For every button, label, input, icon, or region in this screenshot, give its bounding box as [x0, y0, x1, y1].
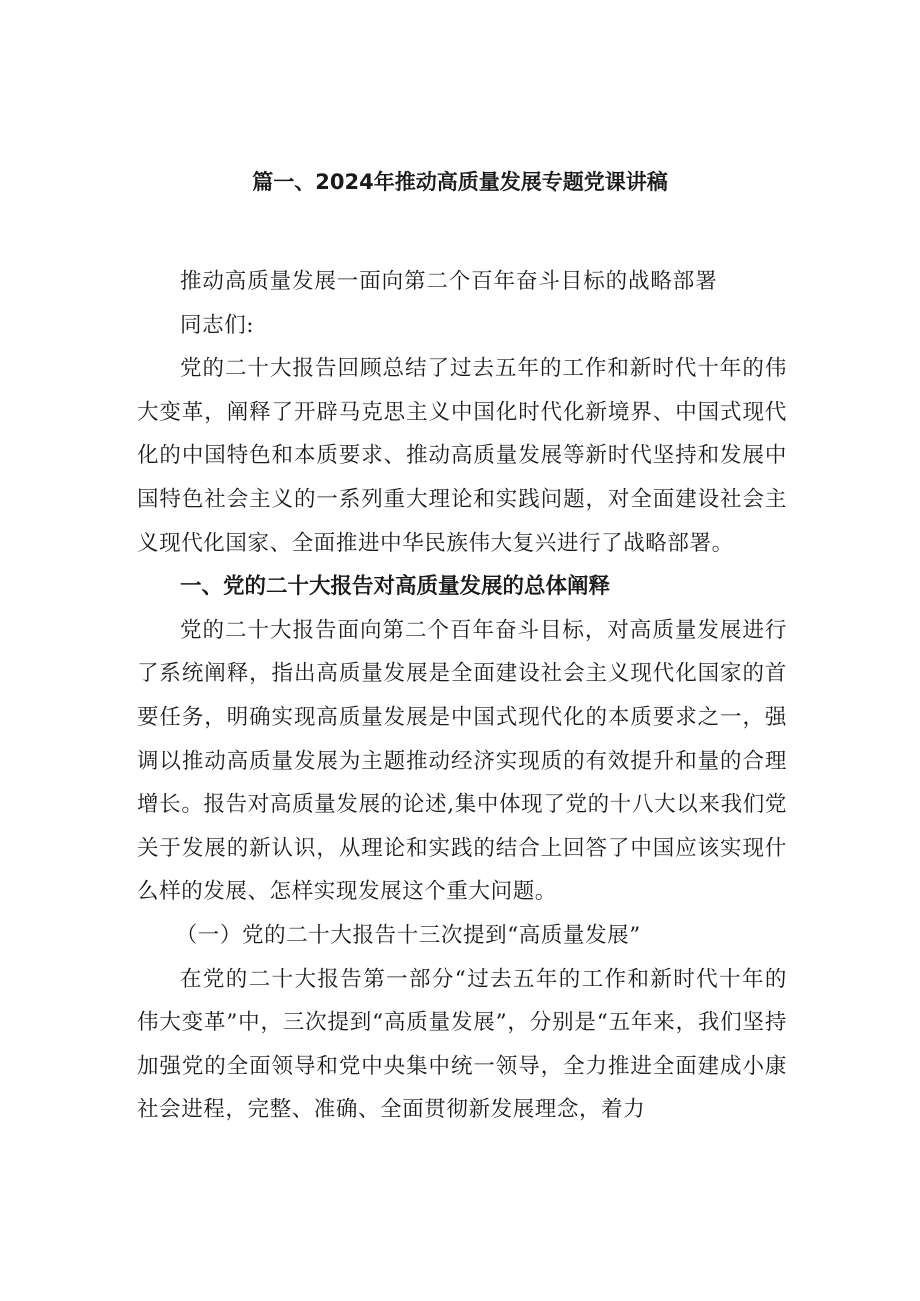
body-paragraph: 在党的二十大报告第一部分“过去五年的工作和新时代十年的伟大变革”中，三次提到“高质量发展”，分别是“五年来，我们坚持加强党的全面领导和党中央集中统一领导，全力推进全面建成小康社会进程，完整、准确、全面贯彻新发展理念，着力 — [137, 966, 787, 1123]
body-paragraph: 党的二十大报告面向第二个百年奋斗目标，对高质量发展进行了系统阐释，指出高质量发展是全面建设社会主义现代化国家的首要任务，明确实现高质量发展是中国式现代化的本质要求之一，强调以推动高质量发展为主题推动经济实现质的有效提升和量的合理增长。报告对高质量发展的论述,集中体现了党的十八大以来我们党关于发展的新认识，从理论和实践的结合上回答了中国应该实现什么样的发展、怎样实现发展这个重大问题。 — [137, 617, 787, 905]
subsection-heading: （一）党的二十大报告十三次提到“高质量发展” — [175, 922, 641, 948]
speech-subtitle: 推动高质量发展一面向第二个百年奋斗目标的战略部署 — [180, 269, 718, 294]
document-title: 篇一、2024年推动高质量发展专题党课讲稿 — [252, 170, 668, 194]
section-heading: 一、党的二十大报告对高质量发展的总体阐释 — [180, 574, 611, 600]
salutation: 同志们: — [180, 312, 255, 338]
body-paragraph: 党的二十大报告回顾总结了过去五年的工作和新时代十年的伟大变革，阐释了开辟马克思主义中国化时代化新境界、中国式现代化的中国特色和本质要求、推动高质量发展等新时代坚持和发展中国特色社会主义的一系列重大理论和实践问题，对全面建设社会主义现代化国家、全面推进中华民族伟大复兴进行了战略部署。 — [137, 356, 787, 556]
document-body — [137, 260, 787, 1132]
